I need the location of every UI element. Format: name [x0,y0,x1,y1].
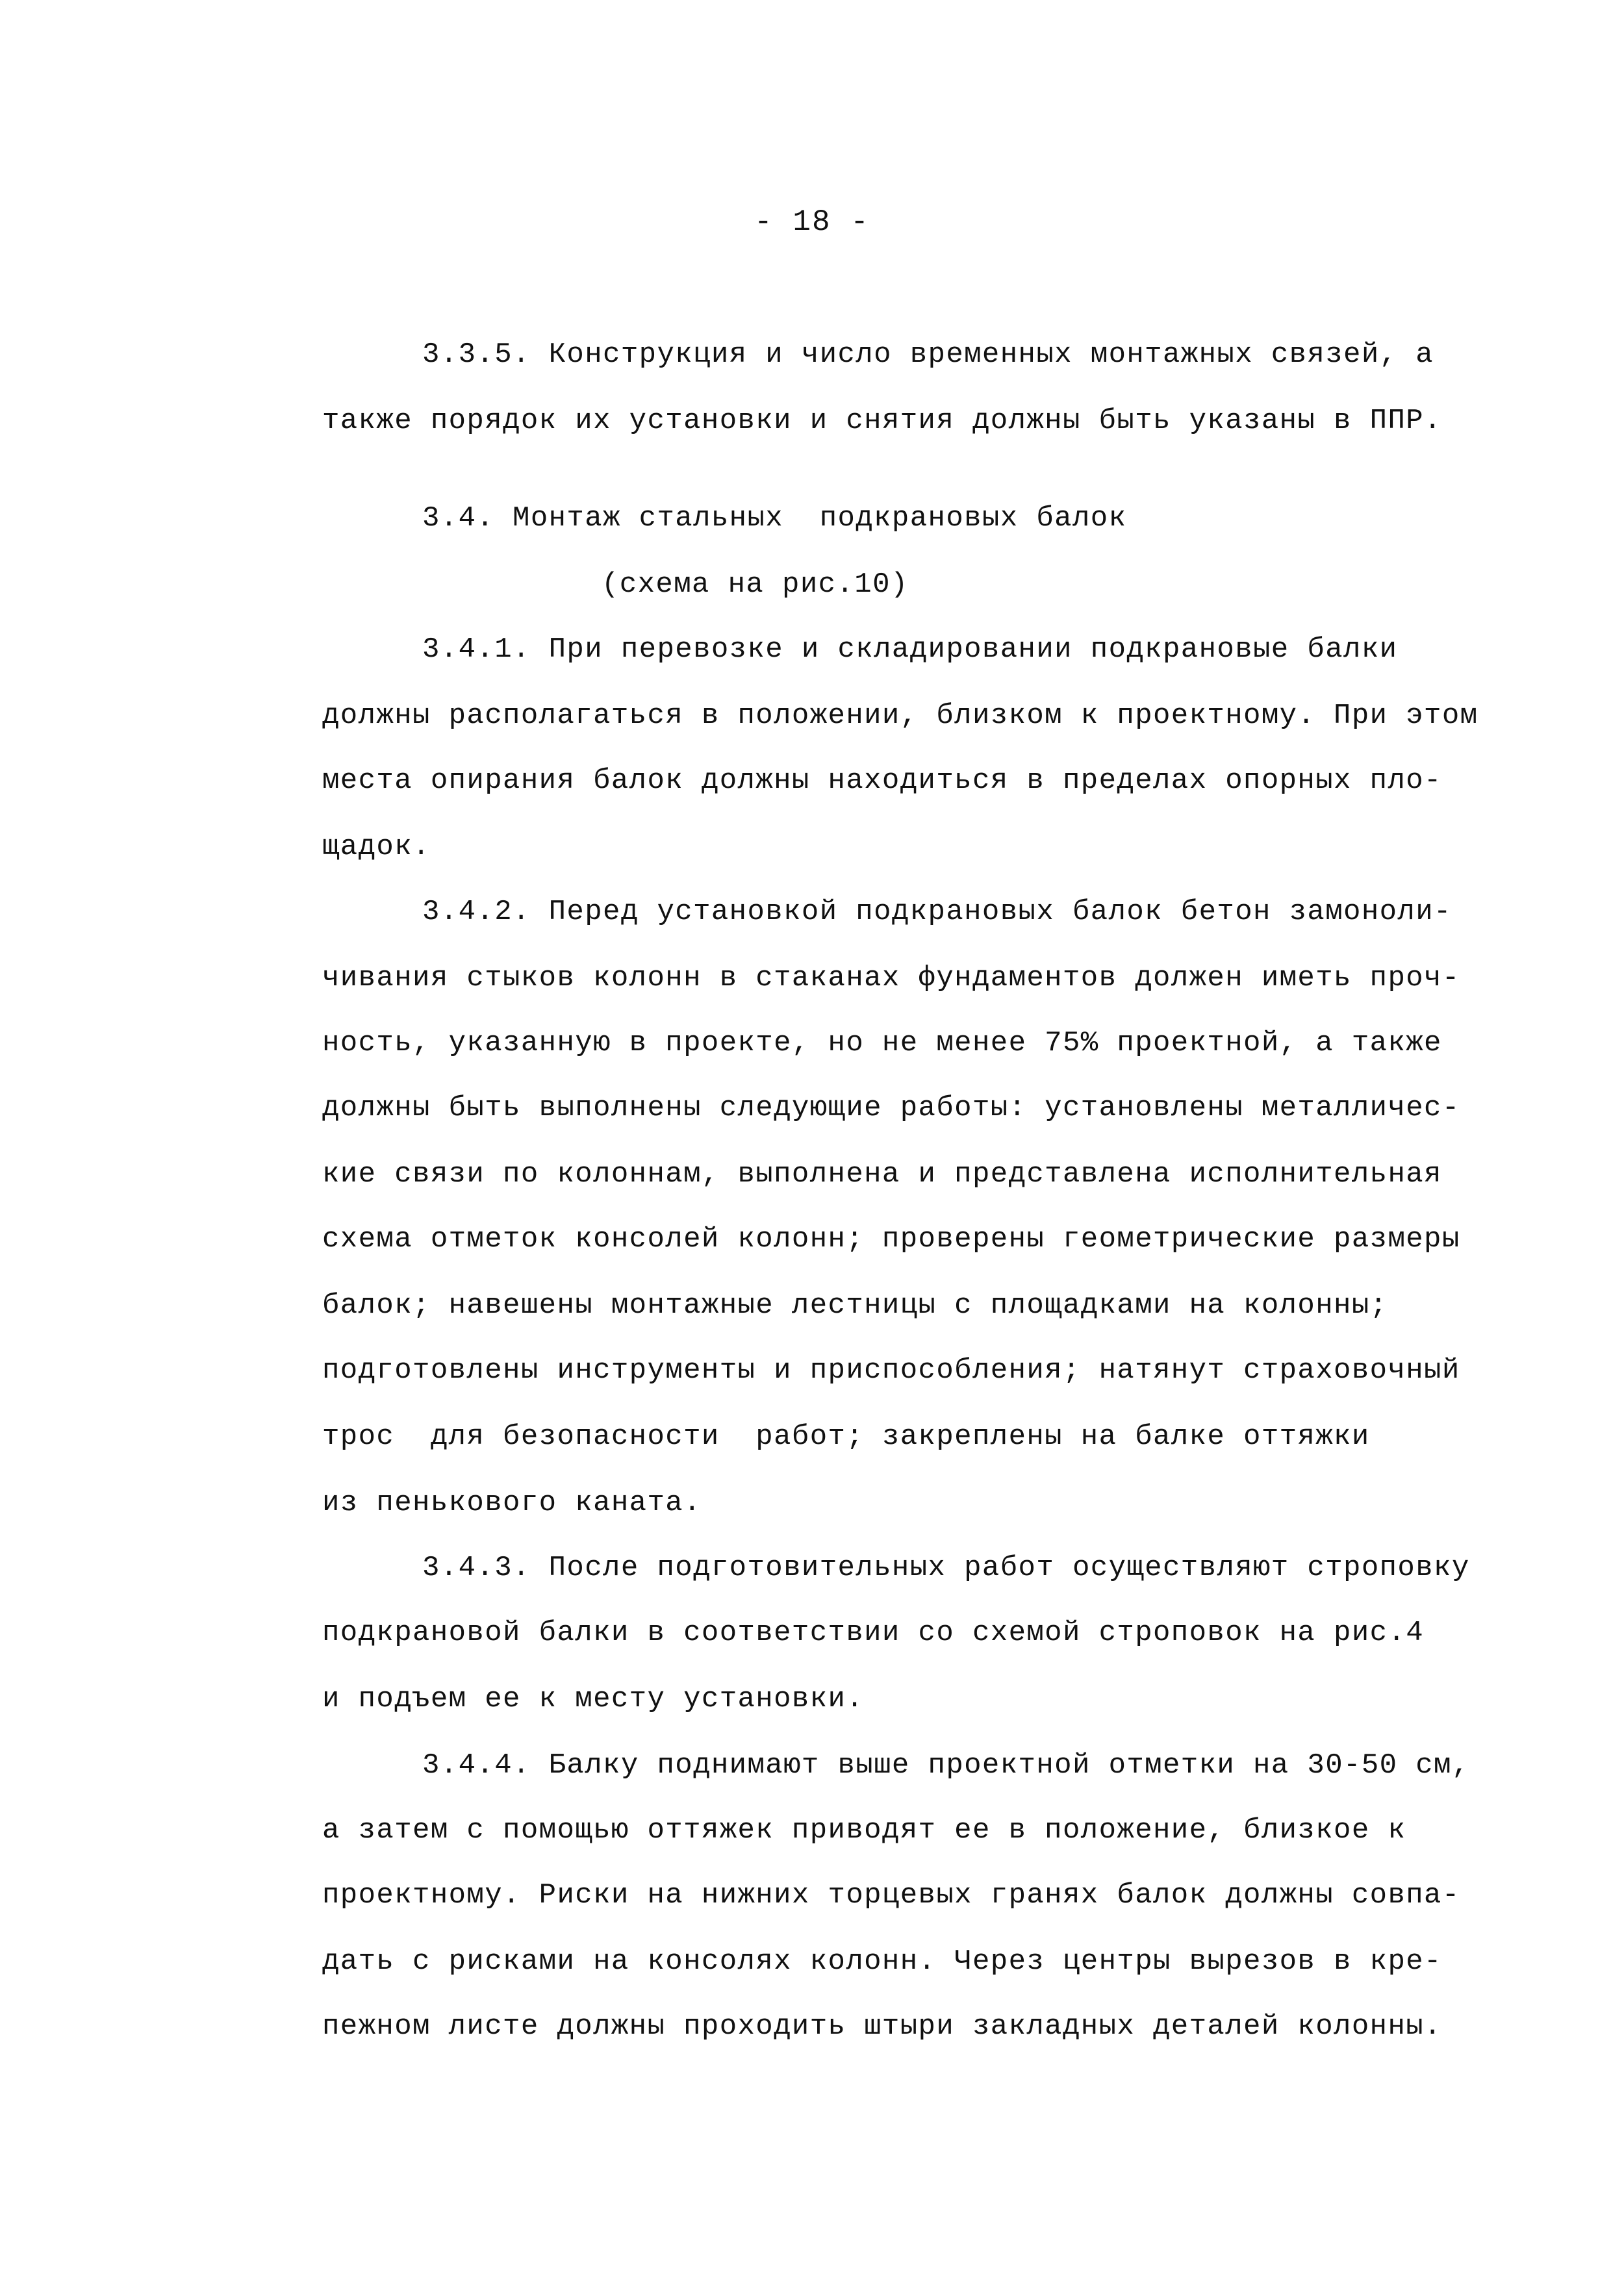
paragraph-3-4-2-line-5: кие связи по колоннам, выполнена и представлена исполнительная [322,1158,1442,1191]
paragraph-3-4-4-line-5: пежном листе должны проходить штыри закладных деталей колонны. [322,2010,1442,2043]
paragraph-3-4-3-line-2: подкрановой балки в соответствии со схемой строповок на рис.4 [322,1617,1425,1649]
page-number: - 18 - [754,205,870,239]
paragraph-3-4-2-line-6: схема отметок консолей колонн; проверены геометрические размеры [322,1223,1460,1256]
paragraph-3-4-2-line-2: чивания стыков колонн в стаканах фундаментов должен иметь проч- [322,962,1460,994]
paragraph-3-4-2-line-10: из пенькового каната. [322,1487,702,1519]
paragraph-3-4-2-line-4: должны быть выполнены следующие работы: установлены металличес- [322,1092,1460,1124]
paragraph-3-4-4-line-2: а затем с помощью оттяжек приводят ее в положение, близкое к [322,1814,1406,1847]
section-heading-3-4: 3.4. Монтаж стальных подкрановых балок [422,502,1127,535]
paragraph-3-4-3-line-3: и подъем ее к месту установки. [322,1683,865,1715]
paragraph-3-4-4-line-3: проектному. Риски на нижних торцевых гранях балок должны совпа- [322,1879,1460,1912]
paragraph-3-4-2-line-3: ность, указанную в проекте, но не менее 75% проектной, а также [322,1027,1442,1059]
paragraph-3-3-5-line-1: 3.3.5. Конструкция и число временных монтажных связей, а [422,338,1434,371]
paragraph-3-4-1-line-1: 3.4.1. При перевозке и складировании подкрановые балки [422,633,1398,666]
paragraph-3-4-2-line-7: балок; навешены монтажные лестницы с площадками на колонны; [322,1289,1388,1322]
paragraph-3-4-2-line-8: подготовлены инструменты и приспособления; натянут страховочный [322,1354,1460,1387]
section-heading-subtitle: (схема на рис.10) [602,568,909,601]
paragraph-3-4-1-line-3: места опирания балок должны находиться в пределах опорных пло- [322,764,1442,797]
paragraph-3-4-4-line-4: дать с рисками на консолях колонн. Через центры вырезов в кре- [322,1945,1442,1978]
paragraph-3-4-3-line-1: 3.4.3. После подготовительных работ осуществляют строповку [422,1552,1470,1584]
paragraph-3-4-1-line-4: щадок. [322,831,431,863]
paragraph-3-4-2-line-1: 3.4.2. Перед установкой подкрановых балок бетон замоноли- [422,896,1452,928]
paragraph-3-4-2-line-9: трос для безопасности работ; закреплены на балке оттяжки [322,1421,1370,1453]
paragraph-3-3-5-line-2: также порядок их установки и снятия должны быть указаны в ППР. [322,405,1442,437]
paragraph-3-4-1-line-2: должны располагаться в положении, близком к проектному. При этом [322,700,1478,732]
paragraph-3-4-4-line-1: 3.4.4. Балку поднимают выше проектной отметки на 30-50 см, [422,1749,1470,1782]
